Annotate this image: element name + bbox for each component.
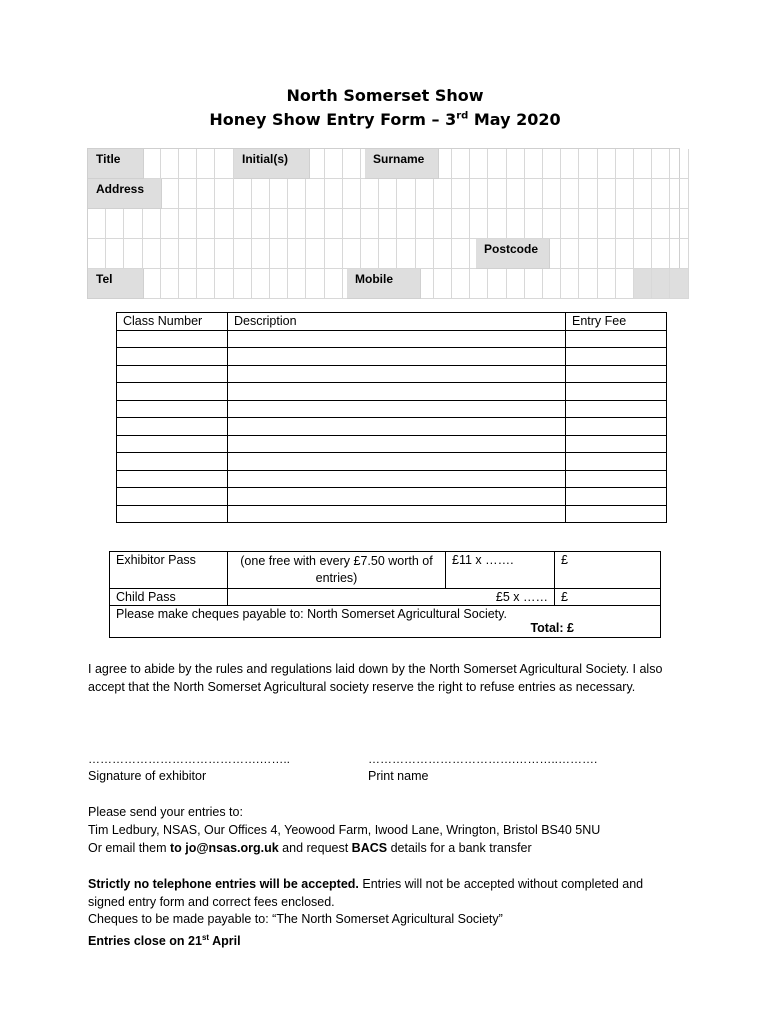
entry-fee-cell[interactable] (566, 453, 667, 471)
details-grid-box[interactable] (598, 149, 616, 179)
details-grid-box[interactable] (361, 209, 379, 239)
details-grid-box[interactable] (670, 179, 688, 209)
details-grid-box[interactable] (470, 149, 488, 179)
details-grid-box[interactable] (416, 239, 434, 269)
details-grid-box[interactable] (325, 239, 343, 269)
details-grid-box[interactable] (598, 269, 616, 299)
description-cell[interactable] (228, 383, 566, 401)
entry-fee-cell[interactable] (566, 435, 667, 453)
details-grid-box[interactable] (270, 209, 288, 239)
details-grid-box[interactable] (598, 239, 616, 269)
details-grid-box[interactable] (561, 239, 579, 269)
details-grid-box[interactable] (252, 239, 270, 269)
class-entry-row (117, 435, 667, 453)
details-grid-box[interactable] (652, 269, 670, 299)
details-grid-box[interactable] (543, 269, 561, 299)
exhibitor-pass-row (110, 552, 661, 589)
description-cell[interactable] (228, 505, 566, 523)
details-grid-box[interactable] (670, 269, 688, 299)
class-entry-row (117, 348, 667, 366)
details-grid-box[interactable] (179, 149, 197, 179)
details-grid-box[interactable] (579, 239, 597, 269)
class-entry-row (117, 453, 667, 471)
details-grid-box[interactable] (143, 269, 161, 299)
class-number-cell[interactable] (117, 435, 228, 453)
details-grid-box[interactable] (579, 269, 597, 299)
send-email-line: Or email them to jo@nsas.org.uk and request BACS details for a bank transfer (88, 841, 532, 855)
tel-label: Tel (88, 269, 144, 299)
details-grid-box[interactable] (452, 239, 470, 269)
details-grid-box[interactable] (252, 209, 270, 239)
child-pass-rate[interactable]: £5 x …… (228, 589, 555, 606)
address-label: Address (88, 179, 162, 209)
details-grid-box[interactable] (306, 209, 324, 239)
details-grid-box[interactable] (579, 179, 597, 209)
payment-row (110, 606, 661, 638)
details-grid-box[interactable] (488, 269, 506, 299)
details-grid-box[interactable] (215, 269, 233, 299)
details-grid-box[interactable] (525, 269, 543, 299)
details-grid-box[interactable] (452, 209, 470, 239)
entry-fee-cell[interactable] (566, 470, 667, 488)
class-number-cell[interactable] (117, 400, 228, 418)
details-grid-box[interactable] (234, 209, 252, 239)
details-grid-box[interactable] (397, 209, 415, 239)
details-grid-box[interactable] (507, 209, 525, 239)
details-grid-box[interactable] (288, 269, 306, 299)
initials-label: Initial(s) (234, 149, 310, 179)
class-number-cell[interactable] (117, 383, 228, 401)
class-entry-row (117, 365, 667, 383)
details-grid-box[interactable] (325, 179, 343, 209)
payment-cell (110, 606, 661, 638)
class-entry-row (117, 505, 667, 523)
class-entry-row (117, 400, 667, 418)
entry-fee-cell[interactable] (566, 383, 667, 401)
details-grid-box[interactable] (179, 239, 197, 269)
details-grid-box[interactable] (197, 269, 215, 299)
details-grid-box[interactable] (652, 149, 670, 179)
details-grid-box[interactable] (452, 179, 470, 209)
details-grid-box[interactable] (288, 179, 306, 209)
description-cell[interactable] (228, 453, 566, 471)
entry-fee-cell[interactable] (566, 348, 667, 366)
details-grid-box[interactable] (598, 209, 616, 239)
details-grid-box[interactable] (234, 269, 252, 299)
class-entry-row (117, 418, 667, 436)
details-grid-box[interactable] (106, 209, 124, 239)
description-cell[interactable] (228, 488, 566, 506)
signature-line[interactable]: …………………………………….…….. (88, 752, 291, 766)
details-grid-box[interactable] (288, 209, 306, 239)
form-title-line1: North Somerset Show (286, 86, 484, 105)
signature-label: Signature of exhibitor (88, 769, 207, 783)
class-number-cell[interactable] (117, 365, 228, 383)
title-label: Title (88, 149, 144, 179)
details-grid-box[interactable] (525, 179, 543, 209)
details-grid-box[interactable] (306, 179, 324, 209)
details-grid-box[interactable] (179, 209, 197, 239)
details-grid-box[interactable] (343, 239, 361, 269)
details-grid-box[interactable] (561, 269, 579, 299)
details-grid-box[interactable] (470, 209, 488, 239)
postcode-label: Postcode (476, 239, 550, 269)
class-number-header: Class Number (117, 313, 228, 331)
details-grid-box[interactable] (434, 269, 452, 299)
details-grid-box[interactable] (325, 209, 343, 239)
details-grid-box[interactable] (124, 209, 142, 239)
child-pass-row (110, 589, 661, 606)
details-grid-box[interactable] (634, 179, 652, 209)
details-grid-box[interactable] (88, 239, 106, 269)
description-cell[interactable] (228, 435, 566, 453)
details-grid-box[interactable] (543, 149, 561, 179)
details-grid-box[interactable] (507, 269, 525, 299)
details-grid-box[interactable] (143, 149, 161, 179)
details-grid-box[interactable] (507, 149, 525, 179)
details-grid-box[interactable] (252, 269, 270, 299)
details-grid-box[interactable] (343, 179, 361, 209)
details-grid-box[interactable] (215, 209, 233, 239)
details-grid-box[interactable] (197, 239, 215, 269)
details-grid-box[interactable] (379, 239, 397, 269)
form-title-line2: Honey Show Entry Form – 3rd May 2020 (209, 110, 561, 129)
description-cell[interactable] (228, 365, 566, 383)
details-grid-box[interactable] (434, 209, 452, 239)
description-header: Description (228, 313, 566, 331)
details-grid-box[interactable] (361, 179, 379, 209)
details-grid-box[interactable] (634, 239, 652, 269)
strict-rules: Strictly no telephone entries will be accepted. Entries will not be accepted without completed and signed entry form and correct fees enclosed. (88, 877, 644, 909)
details-grid-box[interactable] (634, 209, 652, 239)
class-entry-row (117, 330, 667, 348)
details-grid-box[interactable] (652, 209, 670, 239)
details-grid-box[interactable] (161, 239, 179, 269)
details-grid-box[interactable] (416, 179, 434, 209)
details-grid-box[interactable] (652, 179, 670, 209)
personal-details-grid (87, 148, 680, 299)
details-grid-box[interactable] (106, 239, 124, 269)
details-grid-box[interactable] (325, 149, 343, 179)
details-grid-box[interactable] (561, 149, 579, 179)
details-grid-box[interactable] (361, 239, 379, 269)
details-grid-box[interactable] (215, 179, 233, 209)
exhibitor-pass-note: (one free with every £7.50 worth of entries) (228, 552, 446, 589)
print-name-label: Print name (368, 769, 429, 783)
entry-fee-cell[interactable] (566, 488, 667, 506)
child-pass-label: Child Pass (110, 589, 228, 606)
details-grid-box[interactable] (270, 179, 288, 209)
description-cell[interactable] (228, 400, 566, 418)
entry-fee-header: Entry Fee (566, 313, 667, 331)
class-number-cell[interactable] (117, 505, 228, 523)
surname-label: Surname (365, 149, 439, 179)
details-grid-box[interactable] (434, 179, 452, 209)
entry-fee-cell[interactable] (566, 330, 667, 348)
details-grid-box[interactable] (616, 209, 634, 239)
entry-fee-cell[interactable] (566, 400, 667, 418)
class-entry-row (117, 488, 667, 506)
print-name-line[interactable]: ……………………………….………..………. (368, 752, 598, 766)
details-grid-box[interactable] (616, 239, 634, 269)
details-grid-box[interactable] (488, 149, 506, 179)
details-grid-box[interactable] (634, 149, 652, 179)
class-entry-row (117, 470, 667, 488)
details-grid-box[interactable] (234, 179, 252, 209)
email-address[interactable]: to jo@nsas.org.uk (169, 841, 279, 855)
details-grid-box[interactable] (525, 149, 543, 179)
exhibitor-pass-amount[interactable]: £ (555, 552, 661, 589)
details-grid-box[interactable] (416, 209, 434, 239)
details-grid-box[interactable] (197, 179, 215, 209)
class-number-cell[interactable] (117, 418, 228, 436)
fees-table (109, 551, 661, 638)
total-label[interactable]: Total: £ (530, 621, 574, 635)
details-grid-box[interactable] (488, 179, 506, 209)
details-grid-box[interactable] (543, 179, 561, 209)
details-grid-box[interactable] (579, 149, 597, 179)
details-grid-box[interactable] (616, 149, 634, 179)
details-grid-box[interactable] (143, 239, 161, 269)
class-entries-table (116, 312, 667, 523)
details-grid-box[interactable] (143, 209, 161, 239)
details-grid-box[interactable] (452, 269, 470, 299)
details-grid-box[interactable] (270, 239, 288, 269)
exhibitor-pass-label: Exhibitor Pass (110, 552, 228, 589)
exhibitor-pass-rate[interactable]: £11 x ……. (446, 552, 555, 589)
details-grid-box[interactable] (325, 269, 343, 299)
details-grid-box[interactable] (288, 239, 306, 269)
details-grid-box[interactable] (397, 239, 415, 269)
details-grid-box[interactable] (670, 149, 688, 179)
details-grid-box[interactable] (161, 269, 179, 299)
details-grid-box[interactable] (306, 269, 324, 299)
details-grid-box[interactable] (234, 239, 252, 269)
details-grid-box[interactable] (161, 209, 179, 239)
send-address: Tim Ledbury, NSAS, Our Offices 4, Yeowood Farm, Iwood Lane, Wrington, Bristol BS40 5NU (88, 823, 601, 837)
details-grid-box[interactable] (670, 239, 688, 269)
entry-fee-cell[interactable] (566, 418, 667, 436)
details-grid-box[interactable] (215, 149, 233, 179)
class-table-header (117, 313, 667, 331)
description-cell[interactable] (228, 418, 566, 436)
details-grid-box[interactable] (452, 149, 470, 179)
agreement-text: I agree to abide by the rules and regulations laid down by the North Somerset Agricultural Society. I also accept that the North Somerset Agricultural society reserve the right to refuse entries as necessary. (88, 662, 663, 694)
details-grid-box[interactable] (161, 149, 179, 179)
cheque-note: Please make cheques payable to: North Somerset Agricultural Society. (116, 607, 507, 621)
details-grid-box[interactable] (470, 179, 488, 209)
details-grid-box[interactable] (470, 269, 488, 299)
details-grid-box[interactable] (598, 179, 616, 209)
class-number-cell[interactable] (117, 488, 228, 506)
details-grid-box[interactable] (379, 179, 397, 209)
description-cell[interactable] (228, 330, 566, 348)
details-grid-box[interactable] (616, 269, 634, 299)
details-grid-box[interactable] (124, 239, 142, 269)
description-cell[interactable] (228, 470, 566, 488)
details-grid-box[interactable] (252, 179, 270, 209)
send-intro: Please send your entries to: (88, 805, 243, 819)
child-pass-amount[interactable]: £ (555, 589, 661, 606)
details-grid-box[interactable] (179, 179, 197, 209)
details-grid-box[interactable] (507, 179, 525, 209)
details-grid-box[interactable] (215, 239, 233, 269)
details-grid-box[interactable] (179, 269, 197, 299)
details-grid-box[interactable] (616, 179, 634, 209)
class-number-cell[interactable] (117, 470, 228, 488)
class-number-cell[interactable] (117, 330, 228, 348)
details-grid-box[interactable] (270, 269, 288, 299)
class-number-cell[interactable] (117, 348, 228, 366)
entry-fee-cell[interactable] (566, 365, 667, 383)
details-grid-box[interactable] (161, 179, 179, 209)
details-grid-box[interactable] (525, 209, 543, 239)
details-grid-box[interactable] (197, 209, 215, 239)
details-grid-box[interactable] (434, 239, 452, 269)
details-grid-box[interactable] (343, 149, 361, 179)
mobile-label: Mobile (347, 269, 421, 299)
class-number-cell[interactable] (117, 453, 228, 471)
details-grid-box[interactable] (197, 149, 215, 179)
class-entry-row (117, 383, 667, 401)
details-grid-box[interactable] (397, 179, 415, 209)
entry-fee-cell[interactable] (566, 505, 667, 523)
details-grid-box[interactable] (561, 209, 579, 239)
description-cell[interactable] (228, 348, 566, 366)
details-grid-box[interactable] (579, 209, 597, 239)
details-grid-box[interactable] (488, 209, 506, 239)
details-grid-box[interactable] (634, 269, 652, 299)
details-grid-box[interactable] (652, 239, 670, 269)
details-grid-box[interactable] (670, 209, 688, 239)
details-grid-box[interactable] (561, 179, 579, 209)
cheques-note: Cheques to be made payable to: “The North Somerset Agricultural Society” (88, 912, 503, 926)
details-grid-box[interactable] (543, 209, 561, 239)
details-grid-box[interactable] (343, 209, 361, 239)
details-grid-box[interactable] (379, 209, 397, 239)
details-grid-box[interactable] (88, 209, 106, 239)
details-grid-box[interactable] (306, 239, 324, 269)
closing-date: Entries close on 21st April (88, 933, 241, 949)
